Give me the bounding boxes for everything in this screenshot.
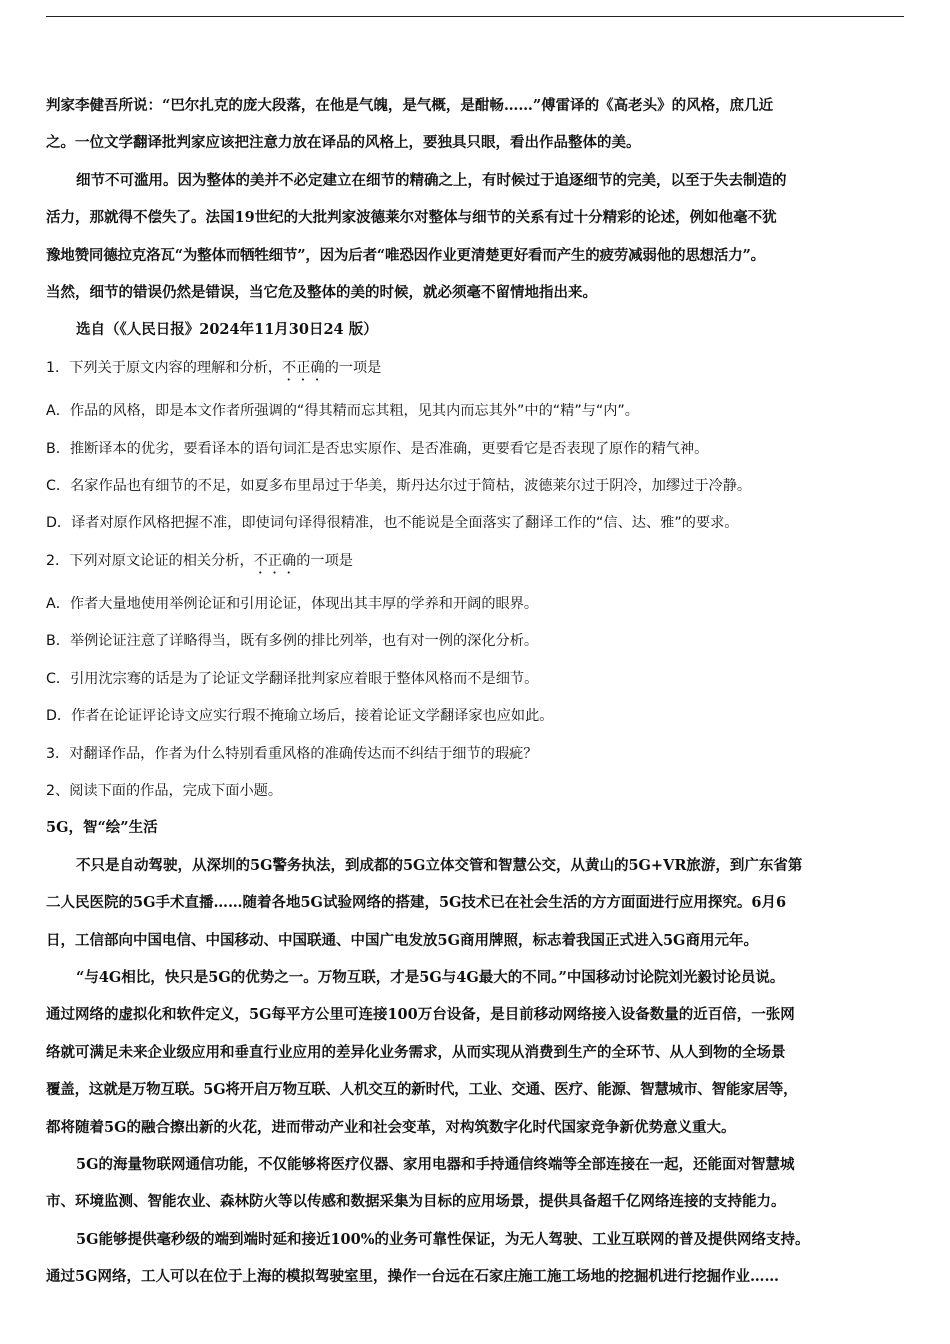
article-title: 5G，智“绘”生活	[46, 819, 158, 837]
paragraph-line: 二人民医院的5G手术直播……随着各地5G试验网络的搭建，5G技术已在社会生活的方方面面进行应用探究。6月6	[46, 894, 787, 912]
paragraph-line: 细节不可滥用。因为整体的美并不必定建立在细节的精确之上，有时候过于追逐细节的完美，以至于失去制造的	[76, 171, 787, 189]
option-a: A．作者大量地使用举例论证和引用论证，体现出其丰厚的学养和开阔的眼界。	[46, 596, 539, 613]
section-instruction: 2、阅读下面的作品，完成下面小题。	[46, 783, 283, 800]
question-1-suffix: 的一项是	[324, 359, 382, 376]
source-citation: 选自（《人民日报》2024年11月30日24 版）	[76, 321, 378, 339]
paragraph-line: 络就可满足未来企业级应用和垂直行业应用的差异化业务需求，从而实现从消费到生产的全环节、从人到物的全场景	[46, 1043, 786, 1061]
question-3: 3．对翻译作品，作者为什么特别看重风格的准确传达而不纠结于细节的瑕疵？	[46, 745, 538, 762]
paragraph-line: 不只是自动驾驶，从深圳的5G警务执法，到成都的5G立体交管和智慧公交，从黄山的5G+VR旅游，到广东省第	[76, 856, 803, 874]
question-1	[46, 358, 908, 384]
question-2-prefix: 2．下列对原文论证的相关分析，	[46, 552, 254, 569]
question-1-prefix: 1．下列关于原文内容的理解和分析，	[46, 359, 283, 376]
option-b: B．推断译本的优劣，要看译本的语句词汇是否忠实原作、是否准确，更要看它是否表现了原作的精气神。	[46, 440, 709, 457]
document-body	[46, 96, 908, 1305]
option-a: A．作品的风格，即是本文作者所强调的“得其精而忘其粗，见其内而忘其外”中的“精”与“内”。	[46, 403, 639, 420]
option-b: B．举例论证注意了详略得当，既有多例的排比列举，也有对一例的深化分析。	[46, 633, 539, 650]
paragraph-line: 5G能够提供毫秒级的端到端时延和接近100%的业务可靠性保证，为无人驾驶、工业互联网的普及提供网络支持。	[76, 1230, 810, 1248]
question-1-emphasis: 不正确	[282, 359, 325, 376]
question-2-emphasis: 不正确	[253, 552, 297, 569]
paragraph-line: 活力，那就得不偿失了。法国19世纪的大批判家波德莱尔对整体与细节的关系有过十分精彩的论述，例如他毫不犹	[46, 209, 777, 227]
option-c: C．引用沈宗骞的话是为了论证文学翻译批判家应着眼于整体风格而不是细节。	[46, 670, 539, 687]
option-c: C．名家作品也有细节的不足，如夏多布里昂过于华美，斯丹达尔过于简枯，波德莱尔过于阴冷，加缪过于冷静。	[46, 477, 752, 494]
paragraph-line: 当然，细节的错误仍然是错误，当它危及整体的美的时候，就必须毫不留情地指出来。	[46, 283, 597, 301]
paragraph-line: 日，工信部向中国电信、中国移动、中国联通、中国广电发放5G商用牌照，标志着我国正式进入5G商用元年。	[46, 931, 758, 949]
header-rule	[46, 16, 904, 17]
paragraph-line: 判家李健吾所说：“巴尔扎克的庞大段落，在他是气魄，是气概，是酣畅……”傅雷译的《高老头》的风格，庶几近	[46, 97, 774, 114]
question-2-suffix: 的一项是	[296, 552, 353, 569]
option-d: D．作者在论证评论诗文应实行瑕不掩瑜立场后，接着论证文学翻译家也应如此。	[46, 708, 554, 725]
paragraph-line: 覆盖，这就是万物互联。5G将开启万物互联、人机交互的新时代，工业、交通、医疗、能源、智慧城市、智能家居等，	[46, 1081, 798, 1099]
option-d: D．译者对原作风格把握不准，即使词句译得很精准，也不能说是全面落实了翻译工作的“信、达、雅”的要求。	[46, 515, 739, 532]
paragraph-line: “与4G相比，快只是5G的优势之一。万物互联，才是5G与4G最大的不同。”中国移动讨论院刘光毅讨论员说。	[76, 968, 785, 986]
paragraph-line: 之。一位文学翻译批判家应该把注意力放在译品的风格上，要独具只眼，看出作品整体的美。	[46, 134, 641, 152]
paragraph-line: 通过网络的虚拟化和软件定义，5G每平方公里可连接100万台设备，是目前移动网络接入设备数量的近百倍，一张网	[46, 1006, 795, 1024]
paragraph-line: 都将随着5G的融合擦出新的火花，进而带动产业和社会变革，对构筑数字化时代国家竞争新优势意义重大。	[46, 1118, 736, 1136]
paragraph-line: 5G的海量物联网通信功能，不仅能够将医疗仪器、家用电器和手持通信终端等全部连接在一起，还能面对智慧城	[76, 1155, 795, 1173]
question-2	[46, 551, 908, 577]
paragraph-line: 通过5G网络，工人可以在位于上海的模拟驾驶室里，操作一台远在石家庄施工施工场地的挖掘机进行挖掘作业……	[46, 1268, 779, 1286]
paragraph-line: 豫地赞同德拉克洛瓦“为整体而牺牲细节”，因为后者“唯恐因作业更清楚更好看而产生的疲劳减弱他的思想活力”。	[46, 246, 765, 264]
paragraph-line: 市、环境监测、智能农业、森林防火等以传感和数据采集为目标的应用场景，提供具备超千亿网络连接的支持能力。	[46, 1193, 786, 1211]
